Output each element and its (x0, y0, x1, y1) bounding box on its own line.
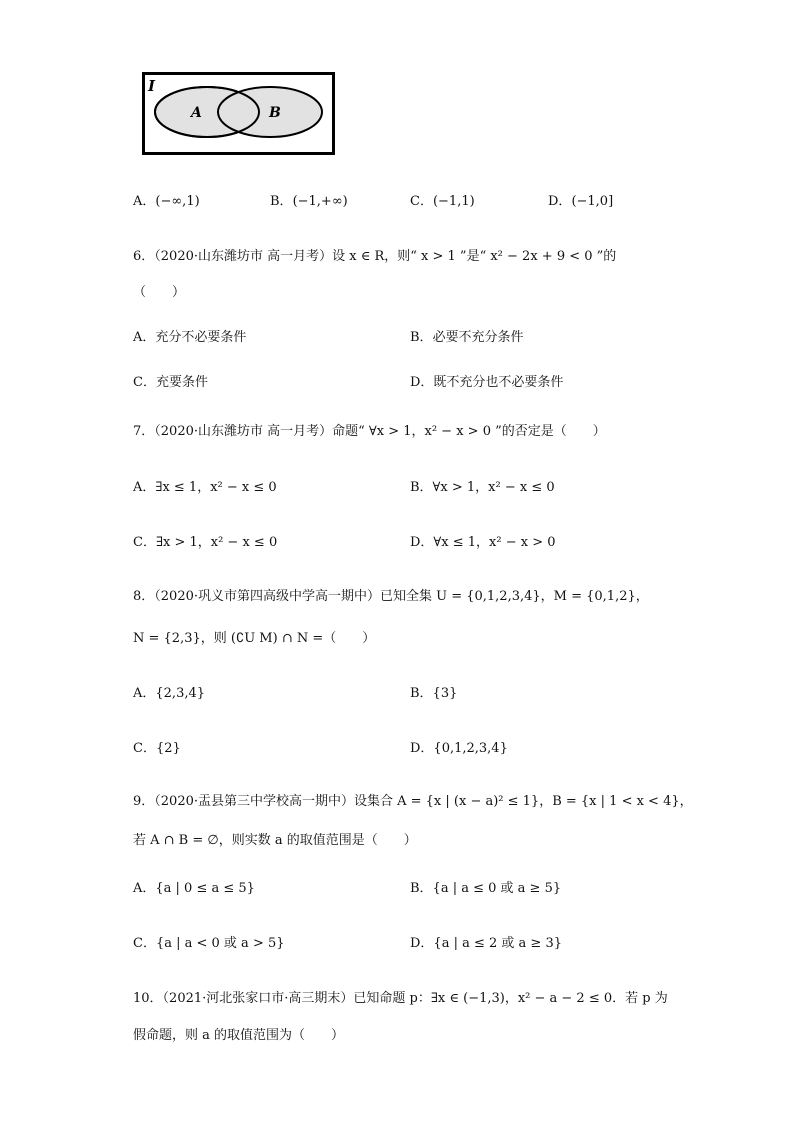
q9-option-a: A．{a | 0 ≤ a ≤ 5} (133, 881, 255, 896)
q7-option-a: A．∃x ≤ 1，x² − x ≤ 0 (133, 480, 277, 495)
option-text: (−1,+∞) (292, 194, 348, 209)
q9-option-c: C．{a | a < 0 或 a > 5} (133, 936, 285, 951)
q5-option-c (410, 190, 475, 209)
set-b-label: B (269, 105, 281, 121)
universe-label: I (148, 77, 156, 95)
venn-diagram (142, 72, 336, 156)
option-text: (−1,1) (432, 194, 475, 209)
q5-option-b (270, 190, 348, 209)
option-letter: A． (133, 194, 156, 209)
q10-stem-line1: 10．（2021·河北张家口市·高三期末）已知命题 p：∃x ∈ (−1,3)，x² − a − 2 ≤ 0．若 p 为 (133, 991, 668, 1006)
q9-stem-line2: 若 A ∩ B = ∅，则实数 a 的取值范围是（ ） (133, 833, 417, 848)
option-letter: C． (410, 194, 433, 209)
option-text: (−∞,1) (155, 194, 200, 209)
option-letter: D． (548, 194, 572, 209)
q8-stem-line1: 8．（2020·巩义市第四高级中学高一期中）已知全集 U = {0,1,2,3,4}，M = {0,1,2}， (133, 589, 649, 604)
q7-option-d: D．∀x ≤ 1，x² − x > 0 (410, 535, 556, 550)
q8-option-d: D．{0,1,2,3,4} (410, 741, 508, 756)
q8-option-b: B．{3} (410, 686, 458, 701)
q7-option-c: C．∃x > 1，x² − x ≤ 0 (133, 535, 278, 550)
q6-option-b: B．必要不充分条件 (410, 330, 524, 345)
q7-option-b: B．∀x > 1，x² − x ≤ 0 (410, 480, 555, 495)
q8-option-c: C．{2} (133, 741, 181, 756)
set-a-label: A (191, 105, 202, 121)
q8-option-a: A．{2,3,4} (133, 686, 206, 701)
q9-option-d: D．{a | a ≤ 2 或 a ≥ 3} (410, 936, 562, 951)
q6-option-d: D．既不充分也不必要条件 (410, 375, 564, 390)
q5-option-a (133, 190, 200, 209)
q6-stem-line1: 6．（2020·山东潍坊市 高一月考）设 x ∈ R，则“ x > 1 ”是“ x² − 2x + 9 < 0 ”的 (133, 249, 617, 264)
q6-stem-line2: （ ） (133, 285, 186, 300)
q7-stem: 7．（2020·山东潍坊市 高一月考）命题“ ∀x > 1，x² − x > 0 ”的否定是（ ） (133, 424, 606, 439)
q10-stem-line2: 假命题，则 a 的取值范围为（ ） (133, 1028, 345, 1043)
q9-stem-line1: 9．（2020·盂县第三中学校高一期中）设集合 A = {x | (x − a)² ≤ 1}，B = {x | 1 < x < 4}， (133, 794, 693, 809)
q8-stem-line2: N = {2,3}，则 (∁U M) ∩ N =（ ） (133, 631, 376, 646)
option-text: (−1,0] (571, 194, 614, 209)
option-letter: B． (270, 194, 293, 209)
q6-option-a: A．充分不必要条件 (133, 330, 247, 345)
q5-option-d (548, 190, 613, 209)
q6-option-c: C．充要条件 (133, 375, 208, 390)
q9-option-b: B．{a | a ≤ 0 或 a ≥ 5} (410, 881, 562, 896)
